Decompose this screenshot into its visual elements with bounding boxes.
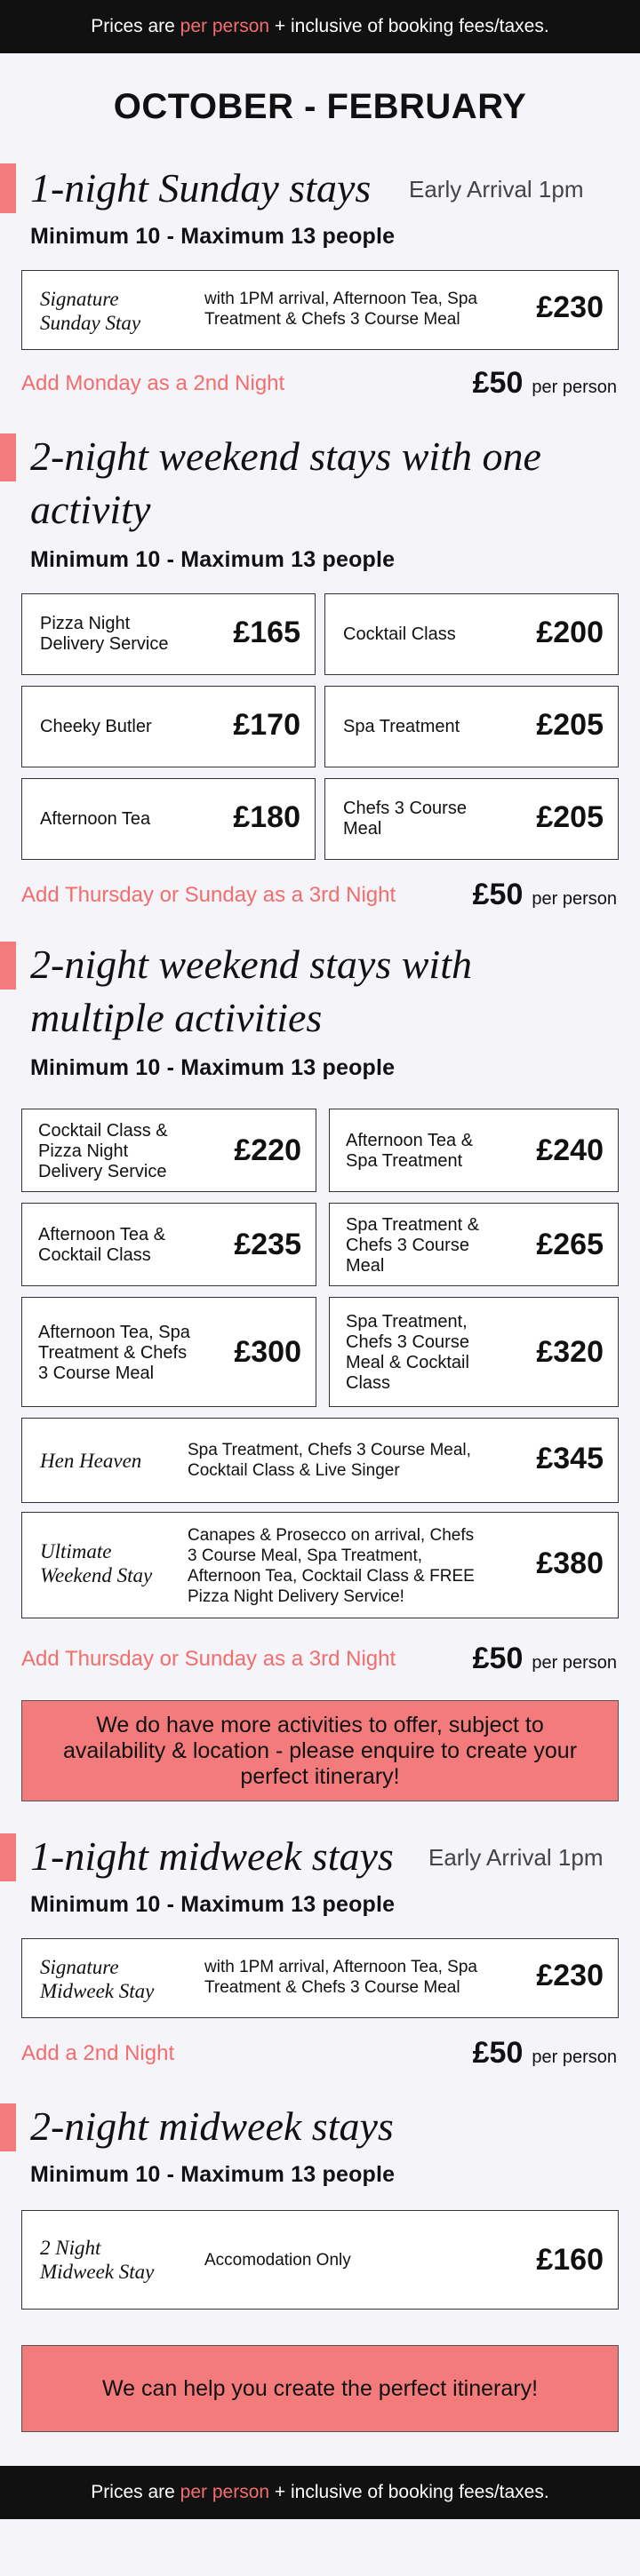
package-description: Spa Treatment, Chefs 3 Course Meal, Cocktail Class & Live Singer [188, 1441, 471, 1480]
activity-name: Chefs 3 Course Meal [343, 799, 467, 839]
activity-name: Spa Treatment & Chefs 3 Course Meal [346, 1215, 480, 1276]
section-accent-bar [0, 163, 16, 213]
activity-combo-option [21, 1203, 316, 1286]
package-hen-heaven [21, 1418, 619, 1503]
activity-price: £180 [233, 800, 300, 834]
activity-name: Afternoon Tea & Spa Treatment [346, 1131, 474, 1171]
section-accent-bar [0, 433, 16, 481]
activity-name: Afternoon Tea & Cocktail Class [38, 1225, 166, 1265]
addon-label: Add a 2nd Night [21, 2041, 175, 2065]
section-title-sunday [0, 162, 640, 215]
section-title-text: 2-night midweek stays [30, 2103, 394, 2149]
activity-combo-option [21, 1297, 316, 1407]
banner-suffix: + inclusive of booking fees/taxes. [269, 2482, 549, 2502]
addon-label: Add Monday as a 2nd Night [21, 371, 285, 395]
addon-label: Add Thursday or Sunday as a 3rd Night [21, 883, 396, 907]
addon-price: £50 per person [472, 878, 617, 911]
package-name: Signature Sunday Stay [40, 288, 141, 334]
activity-name: Cocktail Class & Pizza Night Delivery Service [38, 1121, 168, 1181]
activity-price: £170 [233, 708, 300, 742]
package-description: with 1PM arrival, Afternoon Tea, Spa Treatment & Chefs 3 Course Meal [204, 290, 477, 329]
activity-price: £300 [234, 1335, 301, 1369]
section-accent-bar [0, 942, 16, 990]
activity-name: Afternoon Tea, Spa Treatment & Chefs 3 Course Meal [38, 1323, 190, 1383]
activity-option [324, 778, 619, 860]
addon-label: Add Thursday or Sunday as a 3rd Night [21, 1647, 396, 1671]
section-title-text: 1-night Sunday stays [30, 165, 372, 211]
package-price: £345 [536, 1442, 604, 1475]
section-title-midweek-one [0, 1830, 640, 1883]
package-description: Canapes & Prosecco on arrival, Chefs 3 Course Meal, Spa Treatment, Afternoon Tea, Cocktail Class & FREE Pizza Night Delivery Service! [188, 1526, 475, 1606]
package-name: Ultimate Weekend Stay [40, 1540, 153, 1586]
package-price: £380 [536, 1546, 604, 1580]
group-size: Minimum 10 - Maximum 13 people [30, 224, 396, 249]
section-title-midweek-two [0, 2100, 640, 2153]
package-name: 2 Night Midweek Stay [40, 2237, 155, 2283]
package-name: Hen Heaven [40, 1450, 142, 1472]
early-arrival-label: Early Arrival 1pm [409, 176, 584, 203]
banner-prefix: Prices are [91, 2482, 180, 2502]
group-size: Minimum 10 - Maximum 13 people [30, 1892, 396, 1917]
activity-option [324, 593, 619, 675]
season-heading: OCTOBER - FEBRUARY [113, 87, 527, 126]
banner-prefix: Prices are [91, 16, 180, 36]
package-price: £160 [536, 2243, 604, 2277]
section-accent-bar [0, 2103, 16, 2151]
group-size: Minimum 10 - Maximum 13 people [30, 547, 396, 572]
activity-name: Cocktail Class [343, 624, 456, 644]
section-title-text-line2: activity [30, 487, 151, 532]
banner-suffix: + inclusive of booking fees/taxes. [269, 16, 549, 36]
package-two-night-midweek [21, 2210, 619, 2310]
banner-highlight: per person [180, 16, 270, 36]
activity-combo-option [329, 1109, 619, 1192]
activity-combo-option [329, 1297, 619, 1407]
activity-option [21, 778, 316, 860]
activity-combo-option [21, 1109, 316, 1192]
package-signature-sunday [21, 270, 619, 350]
activity-price: £265 [536, 1228, 604, 1261]
package-description: with 1PM arrival, Afternoon Tea, Spa Treatment & Chefs 3 Course Meal [204, 1958, 477, 1997]
activity-combo-option [329, 1203, 619, 1286]
activity-name: Spa Treatment, Chefs 3 Course Meal & Cocktail Class [346, 1312, 469, 1393]
section-title-text: 1-night midweek stays [30, 1833, 394, 1879]
activity-price: £205 [536, 800, 604, 834]
activity-price: £200 [536, 616, 604, 649]
activity-name: Afternoon Tea [40, 809, 151, 829]
section-title-text-line2: multiple activities [30, 995, 323, 1040]
bottom-price-banner [0, 2466, 640, 2519]
activity-price: £320 [536, 1335, 604, 1369]
activity-price: £220 [234, 1133, 301, 1167]
activity-option [324, 686, 619, 767]
activity-option [21, 593, 316, 675]
group-size: Minimum 10 - Maximum 13 people [30, 1055, 396, 1080]
package-description: Accomodation Only [204, 2251, 351, 2270]
package-price: £230 [536, 290, 604, 324]
section-title-text: 2-night weekend stays with [30, 942, 472, 987]
top-price-banner [0, 0, 640, 53]
itinerary-notice: We can help you create the perfect itinerary! [21, 2345, 619, 2432]
package-price: £230 [536, 1959, 604, 1992]
section-title-weekend-one [0, 430, 640, 537]
addon-price: £50 per person [472, 1642, 617, 1675]
addon-price: £50 per person [472, 366, 617, 400]
section-accent-bar [0, 1833, 16, 1881]
activity-name: Spa Treatment [343, 717, 460, 736]
early-arrival-label: Early Arrival 1pm [428, 1844, 604, 1871]
addon-price: £50 per person [472, 2036, 617, 2070]
package-signature-midweek [21, 1938, 619, 2018]
activity-price: £205 [536, 708, 604, 742]
section-title-weekend-multi [0, 938, 640, 1045]
activity-name: Cheeky Butler [40, 717, 152, 736]
group-size: Minimum 10 - Maximum 13 people [30, 2162, 396, 2187]
section-title-text: 2-night weekend stays with one [30, 433, 541, 479]
package-ultimate-weekend [21, 1512, 619, 1618]
activity-option [21, 686, 316, 767]
activity-price: £165 [233, 616, 300, 649]
activity-price: £235 [234, 1228, 301, 1261]
activity-price: £240 [536, 1133, 604, 1167]
banner-highlight: per person [180, 2482, 270, 2502]
package-name: Signature Midweek Stay [40, 1956, 155, 2002]
more-activities-notice: We do have more activities to offer, subject to availability & location - please enquire to create your perfect itinerary! [21, 1700, 619, 1801]
activity-name: Pizza Night Delivery Service [40, 614, 169, 654]
